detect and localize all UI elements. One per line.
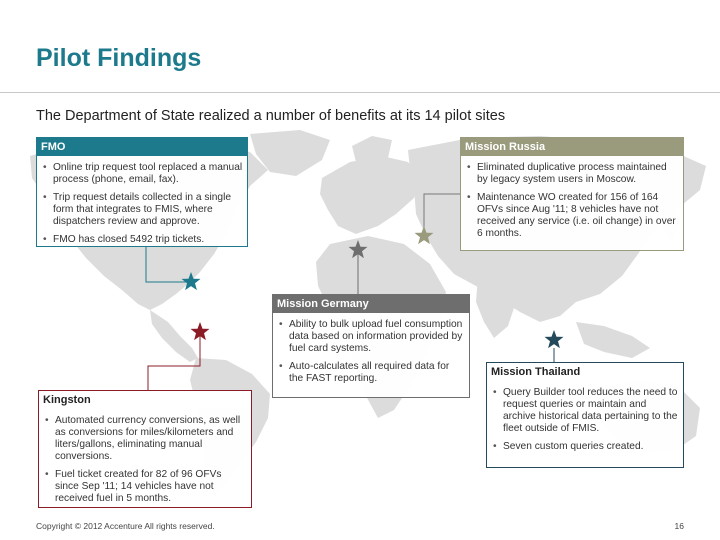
germany-bullets <box>273 319 469 385</box>
bullet-item: • Eliminated duplicative process maintained by legacy system users in Moscow. <box>467 162 679 186</box>
thailand-title: Mission Thailand <box>487 363 683 381</box>
bullet-item: • Online trip request tool replaced a manual process (phone, email, fax). <box>43 162 243 186</box>
bullet-item: • Fuel ticket created for 82 of 96 OFVs since Sep '11; 14 vehicles have not received fuel in 5 months. <box>45 469 247 505</box>
connector-russia <box>424 194 460 236</box>
bullet-item: • Maintenance WO created for 156 of 164 OFVs since Aug '11; 8 vehicles have not received any service (i.e. oil change) in over 6 months. <box>467 192 679 240</box>
bullet-item: • Trip request details collected in a single form that integrates to FMIS, where dispatchers review and approve. <box>43 192 243 228</box>
fmo-callout <box>36 137 248 247</box>
star-icon <box>182 272 201 290</box>
thailand-bullets <box>487 387 683 453</box>
bullet-item: • Query Builder tool reduces the need to request queries or maintain and archive historical data pertaining to the fleet outside of FMIS. <box>493 387 679 435</box>
page-subtitle: The Department of State realized a number of benefits at its 14 pilot sites <box>36 108 506 124</box>
russia-title: Mission Russia <box>461 138 683 156</box>
kingston-title: Kingston <box>39 391 251 409</box>
page-number: 16 <box>674 521 684 531</box>
star-icon <box>545 330 564 348</box>
connector-kingston <box>148 332 200 390</box>
russia-bullets <box>461 162 683 240</box>
thailand-callout <box>486 362 684 468</box>
connector-fmo <box>146 245 191 282</box>
bullet-item: • Auto-calculates all required data for the FAST reporting. <box>279 361 465 385</box>
kingston-callout <box>38 390 252 508</box>
bullet-item: • FMO has closed 5492 trip tickets. <box>43 234 243 246</box>
germany-callout <box>272 294 470 398</box>
fmo-title: FMO <box>37 138 247 156</box>
copyright-notice: Copyright © 2012 Accenture All rights reserved. <box>36 521 215 531</box>
bullet-item: • Ability to bulk upload fuel consumption data based on information provided by fuel card systems. <box>279 319 465 355</box>
bullet-item: • Automated currency conversions, as well as conversions for miles/kilometers and liters/gallons, eliminating manual conversions. <box>45 415 247 463</box>
page-title: Pilot Findings <box>36 44 202 72</box>
germany-title: Mission Germany <box>273 295 469 313</box>
fmo-bullets <box>37 162 247 246</box>
bullet-item: • Seven custom queries created. <box>493 441 679 453</box>
kingston-bullets <box>39 415 251 505</box>
russia-callout <box>460 137 684 251</box>
star-icon <box>415 226 434 244</box>
